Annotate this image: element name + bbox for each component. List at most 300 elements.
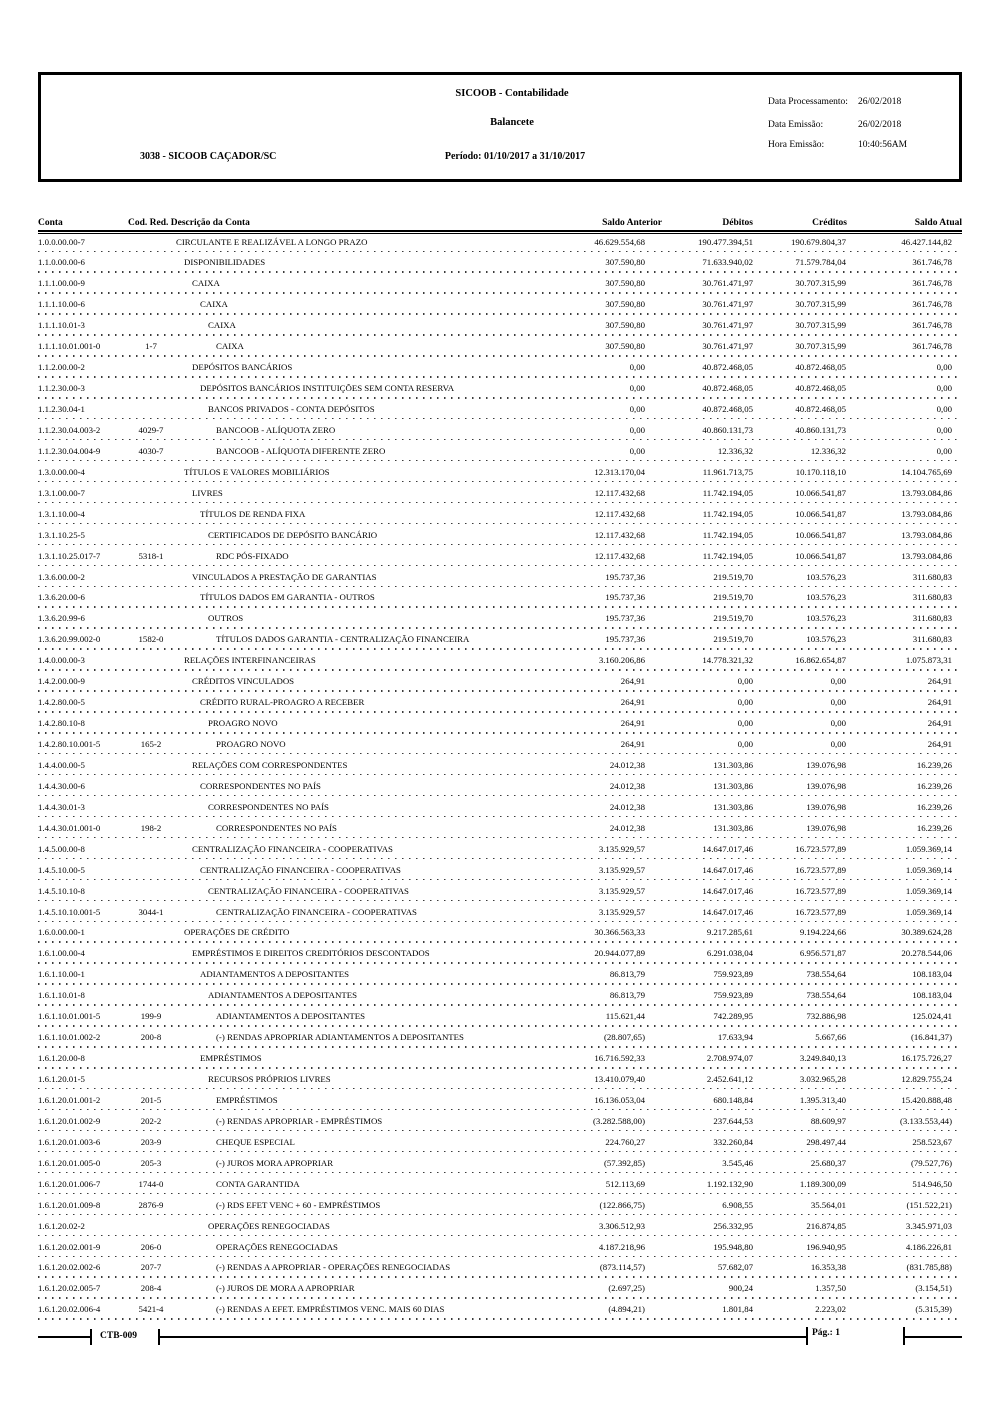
debitos-value: 14.647.017,46 (702, 885, 753, 896)
table-row (38, 611, 962, 632)
account-code: 1.6.1.20.01.006-7 (38, 1178, 101, 1189)
table-row (38, 1218, 962, 1239)
column-header-conta: Conta (38, 218, 63, 228)
table-row (38, 1302, 962, 1323)
saldo-atual-value: 264,91 (927, 697, 952, 708)
table-row (38, 1134, 962, 1155)
column-header-creditos: Créditos (812, 218, 847, 228)
table-row (38, 381, 962, 402)
debitos-value: 12.336,32 (717, 445, 753, 456)
reduced-code: 207-7 (140, 1262, 162, 1273)
debitos-value: 11.742.194,05 (702, 550, 753, 561)
account-description: ADIANTAMENTOS A DEPOSITANTES (208, 990, 357, 1001)
saldo-atual-value: 4.186.226,81 (905, 1241, 952, 1252)
saldo-atual-value: 0,00 (936, 362, 952, 373)
creditos-value: 16.353,38 (810, 1262, 846, 1273)
account-description: OPERAÇÕES DE CRÉDITO (184, 927, 290, 938)
debitos-value: 71.633.940,02 (702, 257, 753, 268)
saldo-anterior-value: 0,00 (629, 445, 645, 456)
account-code: 1.6.1.00.00-4 (38, 948, 85, 959)
account-code: 1.4.2.80.10-8 (38, 718, 85, 729)
account-description: RECURSOS PRÓPRIOS LIVRES (208, 1074, 331, 1084)
saldo-anterior-value: 86.813,79 (609, 990, 645, 1001)
account-description: CENTRALIZAÇÃO FINANCEIRA - COOPERATIVAS (192, 843, 393, 854)
page-number: Pág.: 1 (812, 1328, 840, 1338)
account-code: 1.4.0.00.00-3 (38, 655, 85, 666)
saldo-anterior-value: 46.629.554,68 (594, 236, 645, 247)
table-row (38, 1197, 962, 1218)
account-description: BANCOS PRIVADOS - CONTA DEPÓSITOS (208, 404, 375, 414)
saldo-atual-value: 264,91 (927, 718, 952, 729)
saldo-atual-value: 108.183,04 (912, 990, 952, 1001)
table-row (38, 569, 962, 590)
creditos-value: 738.554,64 (806, 990, 846, 1001)
account-description: CENTRALIZAÇÃO FINANCEIRA - COOPERATIVAS (216, 906, 417, 917)
debitos-value: 6.908,55 (722, 1199, 753, 1210)
table-row (38, 402, 962, 423)
footer-line-left (38, 1336, 90, 1338)
creditos-value: 103.576,23 (806, 592, 846, 603)
account-code: 1.6.1.10.01.002-2 (38, 1032, 101, 1043)
saldo-anterior-value: 3.306.512,93 (598, 1220, 645, 1231)
account-code: 1.6.1.20.01.002-9 (38, 1115, 101, 1126)
creditos-value: 1.189.300,09 (799, 1178, 846, 1189)
saldo-anterior-value: 12.117.432,68 (594, 487, 645, 498)
creditos-value: 0,00 (830, 676, 846, 687)
saldo-atual-value: 1.059.369,14 (905, 864, 952, 875)
saldo-anterior-value: 24.012,38 (609, 822, 645, 833)
table-row (38, 757, 962, 778)
creditos-value: 16.723.577,89 (795, 843, 846, 854)
creditos-value: 10.066.541,87 (795, 487, 846, 498)
debitos-value: 332.260,84 (713, 1136, 753, 1147)
creditos-value: 0,00 (830, 739, 846, 749)
saldo-atual-value: 46.427.144,82 (901, 236, 952, 247)
reduced-code: 165-2 (140, 739, 162, 749)
account-description: CAIXA (200, 299, 228, 310)
debitos-value: 30.761.471,97 (702, 299, 753, 310)
creditos-value: 10.170.118,10 (795, 466, 846, 477)
account-description: EMPRÉSTIMOS (216, 1094, 278, 1105)
emission-time-value: 10:40:56AM (858, 140, 908, 150)
saldo-atual-value: 264,91 (927, 739, 952, 749)
footer-line-center (160, 1336, 806, 1338)
account-code: 1.1.1.10.00-6 (38, 299, 85, 310)
account-description: CORRESPONDENTES NO PAÍS (208, 801, 329, 812)
saldo-anterior-value: 12.117.432,68 (594, 508, 645, 519)
account-code: 1.4.4.30.00-6 (38, 780, 85, 791)
account-code: 1.6.1.20.01-5 (38, 1074, 85, 1084)
creditos-value: 40.872.468,05 (795, 383, 846, 394)
debitos-value: 219.519,70 (713, 613, 753, 624)
saldo-atual-value: 12.829.755,24 (901, 1074, 952, 1084)
saldo-anterior-value: (4.894,21) (608, 1304, 645, 1315)
table-row (38, 255, 962, 276)
saldo-atual-value: 13.793.084,86 (901, 508, 952, 519)
account-description: (-) JUROS DE MORA A APROPRIAR (216, 1283, 355, 1294)
account-description: OPERAÇÕES RENEGOCIADAS (208, 1220, 330, 1231)
saldo-anterior-value: 0,00 (629, 404, 645, 414)
saldo-anterior-value: 195.737,36 (605, 634, 645, 645)
account-code: 1.6.1.20.01.009-8 (38, 1199, 101, 1210)
debitos-value: 14.647.017,46 (702, 864, 753, 875)
debitos-value: 759.923,89 (713, 990, 753, 1001)
account-code: 1.4.4.30.01.001-0 (38, 822, 101, 833)
emission-date-value: 26/02/2018 (858, 120, 902, 130)
account-code: 1.6.1.20.02.005-7 (38, 1283, 101, 1294)
table-row (38, 841, 962, 862)
table-row (38, 674, 962, 695)
saldo-atual-value: 13.793.084,86 (901, 529, 952, 540)
saldo-anterior-value: 3.135.929,57 (598, 906, 645, 917)
account-code: 1.3.1.10.25-5 (38, 529, 85, 540)
debitos-value: 0,00 (737, 697, 753, 708)
debitos-value: 3.545,46 (722, 1157, 753, 1168)
account-code: 1.6.1.10.01.001-5 (38, 1011, 101, 1022)
debitos-value: 900,24 (728, 1283, 753, 1294)
debitos-value: 131.303,86 (713, 801, 753, 812)
creditos-value: 88.609,97 (810, 1115, 846, 1126)
saldo-atual-value: 0,00 (936, 424, 952, 435)
debitos-value: 742.289,95 (713, 1011, 753, 1022)
debitos-value: 11.961.713,75 (702, 466, 753, 477)
column-header-saldo-atual: Saldo Atual (914, 218, 962, 228)
saldo-anterior-value: 224.760,27 (605, 1136, 645, 1147)
debitos-value: 6.291.038,04 (706, 948, 753, 959)
report-period: Período: 01/10/2017 a 31/10/2017 (444, 151, 586, 162)
creditos-value: 139.076,98 (806, 759, 846, 770)
table-row (38, 339, 962, 360)
creditos-value: 0,00 (830, 718, 846, 729)
saldo-atual-value: (151.522,21) (906, 1199, 952, 1210)
account-description: CENTRALIZAÇÃO FINANCEIRA - COOPERATIVAS (208, 885, 409, 896)
creditos-value: 732.886,98 (806, 1011, 846, 1022)
table-row (38, 464, 962, 485)
account-description: (-) RENDAS A EFET. EMPRÉSTIMOS VENC. MAIS 60 DIAS (216, 1304, 445, 1315)
account-code: 1.4.5.00.00-8 (38, 843, 85, 854)
account-code: 1.3.1.10.25.017-7 (38, 550, 101, 561)
account-code: 1.3.1.00.00-7 (38, 487, 85, 498)
creditos-value: 35.564,01 (810, 1199, 846, 1210)
table-row (38, 904, 962, 925)
debitos-value: 759.923,89 (713, 969, 753, 980)
table-row (38, 548, 962, 569)
table-row (38, 1030, 962, 1051)
report-subtitle: Balancete (490, 117, 534, 128)
saldo-anterior-value: 16.136.053,04 (594, 1094, 645, 1105)
table-row (38, 234, 962, 255)
table-row (38, 946, 962, 967)
account-description: RELAÇÕES INTERFINANCEIRAS (184, 655, 316, 666)
saldo-anterior-value: 24.012,38 (609, 759, 645, 770)
creditos-value: 103.576,23 (806, 613, 846, 624)
account-description: (-) RDS EFET VENC + 60 - EMPRÉSTIMOS (216, 1199, 381, 1210)
footer-line-right (905, 1336, 962, 1338)
column-header-debitos: Débitos (722, 218, 753, 228)
account-description: TÍTULOS DADOS EM GARANTIA - OUTROS (200, 592, 375, 603)
account-code: 1.6.1.10.01-8 (38, 990, 85, 1001)
debitos-value: 131.303,86 (713, 780, 753, 791)
saldo-anterior-value: 24.012,38 (609, 801, 645, 812)
table-row (38, 820, 962, 841)
creditos-value: 103.576,23 (806, 634, 846, 645)
account-description: EMPRÉSTIMOS E DIREITOS CREDITÓRIOS DESCONTADOS (192, 948, 430, 959)
saldo-anterior-value: (28.807,65) (603, 1032, 645, 1043)
debitos-value: 131.303,86 (713, 759, 753, 770)
account-description: TÍTULOS DADOS GARANTIA - CENTRALIZAÇÃO FINANCEIRA (216, 634, 470, 645)
creditos-value: 16.862.654,87 (795, 655, 846, 666)
emission-time-label: Hora Emissão: (768, 140, 825, 150)
saldo-atual-value: 311.680,83 (912, 613, 952, 624)
account-code: 1.3.1.10.00-4 (38, 508, 85, 519)
account-code: 1.6.1.20.02.006-4 (38, 1304, 101, 1315)
saldo-atual-value: 0,00 (936, 404, 952, 414)
saldo-anterior-value: 13.410.079,40 (594, 1074, 645, 1084)
account-code: 1.1.0.00.00-6 (38, 257, 85, 268)
saldo-atual-value: 1.059.369,14 (905, 906, 952, 917)
creditos-value: 6.956.571,87 (799, 948, 846, 959)
saldo-atual-value: 14.104.765,69 (901, 466, 952, 477)
table-row (38, 1009, 962, 1030)
debitos-value: 219.519,70 (713, 592, 753, 603)
saldo-anterior-value: (2.697,25) (608, 1283, 645, 1294)
debitos-value: 17.633,94 (717, 1032, 753, 1043)
creditos-value: 139.076,98 (806, 780, 846, 791)
account-code: 1.1.2.30.00-3 (38, 383, 85, 394)
saldo-anterior-value: 264,91 (620, 739, 645, 749)
account-code: 1.6.1.10.00-1 (38, 969, 85, 980)
footer-tick (90, 1329, 92, 1345)
saldo-anterior-value: 264,91 (620, 718, 645, 729)
saldo-anterior-value: (873.114,57) (599, 1262, 645, 1273)
creditos-value: 30.707.315,99 (795, 320, 846, 331)
saldo-anterior-value: (3.282.588,00) (592, 1115, 645, 1126)
reduced-code: 5421-4 (138, 1304, 164, 1315)
creditos-value: 1.395.313,40 (799, 1094, 846, 1105)
account-description: CONTA GARANTIDA (216, 1178, 300, 1189)
table-row (38, 443, 962, 464)
account-code: 1.4.2.80.10.001-5 (38, 739, 101, 749)
table-row (38, 632, 962, 653)
saldo-atual-value: 311.680,83 (912, 592, 952, 603)
table-row (38, 1281, 962, 1302)
saldo-atual-value: 361.746,78 (912, 257, 952, 268)
table-row (38, 1092, 962, 1113)
creditos-value: 216.874,85 (806, 1220, 846, 1231)
creditos-value: 16.723.577,89 (795, 885, 846, 896)
debitos-value: 40.872.468,05 (702, 362, 753, 373)
saldo-atual-value: 125.024,41 (912, 1011, 952, 1022)
account-description: DEPÓSITOS BANCÁRIOS (192, 362, 293, 373)
report-header-box (38, 72, 962, 182)
table-row (38, 1260, 962, 1281)
saldo-anterior-value: 307.590,80 (605, 341, 645, 352)
table-row (38, 967, 962, 988)
debitos-value: 57.682,07 (717, 1262, 753, 1273)
reduced-code: 208-4 (140, 1283, 162, 1294)
creditos-value: 738.554,64 (806, 969, 846, 980)
creditos-value: 40.872.468,05 (795, 404, 846, 414)
saldo-atual-value: 16.239,26 (916, 780, 952, 791)
saldo-anterior-value: 3.135.929,57 (598, 843, 645, 854)
saldo-anterior-value: 12.117.432,68 (594, 550, 645, 561)
creditos-value: 71.579.784,04 (795, 257, 846, 268)
account-description: CAIXA (216, 341, 244, 352)
reduced-code: 201-5 (140, 1094, 162, 1105)
creditos-value: 2.223,02 (815, 1304, 846, 1315)
saldo-atual-value: 16.175.726,27 (901, 1053, 952, 1064)
saldo-anterior-value: 307.590,80 (605, 299, 645, 310)
debitos-value: 40.872.468,05 (702, 383, 753, 394)
saldo-atual-value: 3.345.971,03 (905, 1220, 952, 1231)
saldo-atual-value: 361.746,78 (912, 278, 952, 289)
saldo-anterior-value: 3.135.929,57 (598, 885, 645, 896)
account-description: ADIANTAMENTOS A DEPOSITANTES (200, 969, 349, 980)
saldo-anterior-value: 86.813,79 (609, 969, 645, 980)
table-row (38, 716, 962, 737)
account-description: CAIXA (208, 320, 236, 331)
creditos-value: 139.076,98 (806, 801, 846, 812)
saldo-atual-value: (3.154,51) (915, 1283, 952, 1294)
creditos-value: 1.357,50 (815, 1283, 846, 1294)
account-code: 1.4.4.30.01-3 (38, 801, 85, 812)
account-code: 1.6.1.20.02-2 (38, 1220, 85, 1231)
reduced-code: 1744-0 (138, 1178, 164, 1189)
account-code: 1.3.6.20.00-6 (38, 592, 85, 603)
table-row (38, 590, 962, 611)
account-code: 1.1.1.00.00-9 (38, 278, 85, 289)
saldo-atual-value: 264,91 (927, 676, 952, 687)
creditos-value: 139.076,98 (806, 822, 846, 833)
saldo-anterior-value: 115.621,44 (605, 1011, 645, 1022)
creditos-value: 298.497,44 (806, 1136, 846, 1147)
account-description: CORRESPONDENTES NO PAÍS (216, 822, 337, 833)
reduced-code: 2876-9 (138, 1199, 164, 1210)
account-code: 1.6.1.20.01.005-0 (38, 1157, 101, 1168)
account-description: VINCULADOS A PRESTAÇÃO DE GARANTIAS (192, 571, 377, 582)
saldo-anterior-value: 16.716.592,33 (594, 1053, 645, 1064)
saldo-atual-value: 311.680,83 (912, 634, 952, 645)
debitos-value: 1.192.132,90 (706, 1178, 753, 1189)
table-row (38, 988, 962, 1009)
account-code: 1.0.0.00.00-7 (38, 236, 85, 247)
table-row (38, 1051, 962, 1072)
account-code: 1.6.1.20.01.001-2 (38, 1094, 101, 1105)
table-row (38, 778, 962, 799)
creditos-value: 30.707.315,99 (795, 299, 846, 310)
saldo-atual-value: 30.389.624,28 (901, 927, 952, 938)
debitos-value: 1.801,84 (722, 1304, 753, 1315)
account-code: 1.1.2.30.04-1 (38, 404, 85, 414)
reduced-code: 203-9 (140, 1136, 162, 1147)
saldo-atual-value: (79.527,76) (910, 1157, 952, 1168)
saldo-atual-value: 361.746,78 (912, 299, 952, 310)
saldo-atual-value: 361.746,78 (912, 320, 952, 331)
account-description: CAIXA (192, 278, 220, 289)
column-header-saldo-anterior: Saldo Anterior (602, 218, 662, 228)
reduced-code: 206-0 (140, 1241, 162, 1252)
account-description: OPERAÇÕES RENEGOCIADAS (216, 1241, 338, 1252)
creditos-value: 40.872.468,05 (795, 362, 846, 373)
creditos-value: 9.194.224,66 (799, 927, 846, 938)
saldo-atual-value: 1.059.369,14 (905, 885, 952, 896)
creditos-value: 10.066.541,87 (795, 550, 846, 561)
creditos-value: 5.667,66 (815, 1032, 846, 1043)
account-description: DISPONIBILIDADES (184, 257, 266, 268)
saldo-anterior-value: 0,00 (629, 383, 645, 394)
account-code: 1.6.0.00.00-1 (38, 927, 85, 938)
reduced-code: 202-2 (140, 1115, 162, 1126)
creditos-value: 16.723.577,89 (795, 906, 846, 917)
account-description: ADIANTAMENTOS A DEPOSITANTES (216, 1011, 365, 1022)
reduced-code: 200-8 (140, 1032, 162, 1043)
reduced-code: 3044-1 (138, 906, 164, 917)
saldo-anterior-value: 20.944.077,89 (594, 948, 645, 959)
creditos-value: 190.679.804,37 (791, 236, 846, 247)
report-title: SICOOB - Contabilidade (455, 88, 569, 99)
saldo-anterior-value: 264,91 (620, 676, 645, 687)
debitos-value: 680.148,84 (713, 1094, 753, 1105)
debitos-value: 11.742.194,05 (702, 529, 753, 540)
saldo-atual-value: (16.841,37) (910, 1032, 952, 1043)
table-row (38, 506, 962, 527)
saldo-anterior-value: 307.590,80 (605, 257, 645, 268)
debitos-value: 40.872.468,05 (702, 404, 753, 414)
saldo-atual-value: (831.785,88) (906, 1262, 952, 1273)
creditos-value: 30.707.315,99 (795, 278, 846, 289)
debitos-value: 219.519,70 (713, 571, 753, 582)
debitos-value: 0,00 (737, 718, 753, 729)
account-description: BANCOOB - ALÍQUOTA ZERO (216, 424, 336, 435)
account-description: CIRCULANTE E REALIZÁVEL A LONGO PRAZO (176, 236, 368, 247)
saldo-atual-value: 108.183,04 (912, 969, 952, 980)
saldo-anterior-value: 195.737,36 (605, 613, 645, 624)
saldo-anterior-value: 12.313.170,04 (594, 466, 645, 477)
account-description: TÍTULOS E VALORES MOBILIÁRIOS (184, 466, 330, 477)
saldo-anterior-value: 24.012,38 (609, 780, 645, 791)
saldo-atual-value: 361.746,78 (912, 341, 952, 352)
table-body (38, 234, 962, 1323)
saldo-anterior-value: 195.737,36 (605, 571, 645, 582)
table-row (38, 485, 962, 506)
account-code: 1.4.5.10.00-5 (38, 864, 85, 875)
saldo-anterior-value: 195.737,36 (605, 592, 645, 603)
saldo-anterior-value: 307.590,80 (605, 320, 645, 331)
saldo-atual-value: 514.946,50 (912, 1178, 952, 1189)
saldo-atual-value: 16.239,26 (916, 822, 952, 833)
saldo-anterior-value: 512.113,69 (605, 1178, 645, 1189)
account-description: (-) RENDAS APROPRIAR - EMPRÉSTIMOS (216, 1115, 383, 1126)
saldo-atual-value: (3.133.553,44) (899, 1115, 952, 1126)
saldo-atual-value: 1.059.369,14 (905, 843, 952, 854)
account-code: 1.4.4.00.00-5 (38, 759, 85, 770)
saldo-atual-value: 20.278.544,06 (901, 948, 952, 959)
account-code: 1.1.2.30.04.004-9 (38, 445, 101, 456)
saldo-anterior-value: (122.866,75) (599, 1199, 645, 1210)
debitos-value: 14.647.017,46 (702, 843, 753, 854)
account-code: 1.1.2.30.04.003-2 (38, 424, 101, 435)
account-description: TÍTULOS DE RENDA FIXA (200, 508, 306, 519)
debitos-value: 11.742.194,05 (702, 487, 753, 498)
account-description: CRÉDITO RURAL-PROAGRO A RECEBER (200, 697, 365, 708)
account-description: CHEQUE ESPECIAL (216, 1136, 295, 1147)
debitos-value: 9.217.285,61 (706, 927, 753, 938)
creditos-value: 40.860.131,73 (795, 424, 846, 435)
table-row (38, 318, 962, 339)
debitos-value: 14.647.017,46 (702, 906, 753, 917)
saldo-atual-value: (5.315,39) (915, 1304, 952, 1315)
table-row (38, 883, 962, 904)
